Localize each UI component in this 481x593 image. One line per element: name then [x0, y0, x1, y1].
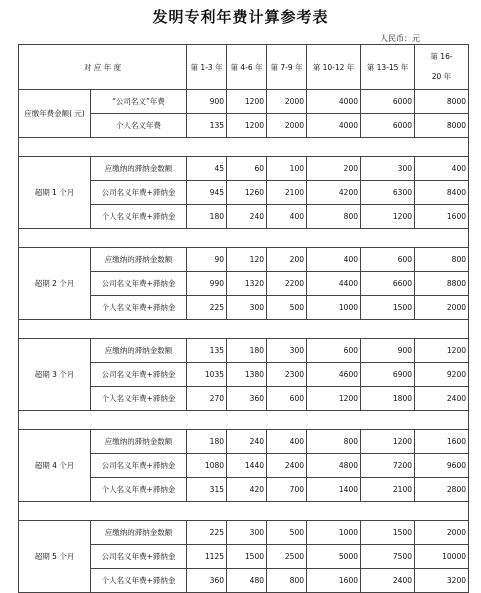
row-label: “公司名义”年费 — [91, 90, 187, 114]
spacer-row — [19, 411, 469, 430]
value-cell: 225 — [187, 296, 227, 320]
value-cell: 4200 — [307, 181, 361, 205]
value-cell: 1000 — [307, 521, 361, 545]
value-cell: 2400 — [267, 454, 307, 478]
value-cell: 7200 — [361, 454, 415, 478]
value-cell: 6900 — [361, 363, 415, 387]
value-cell: 900 — [361, 339, 415, 363]
value-cell: 300 — [361, 157, 415, 181]
value-cell: 4400 — [307, 272, 361, 296]
value-cell: 1125 — [187, 545, 227, 569]
value-cell: 800 — [307, 430, 361, 454]
overdue-period-label: 超期 1 个月 — [19, 157, 91, 229]
value-cell: 240 — [227, 205, 267, 229]
value-cell: 6600 — [361, 272, 415, 296]
value-cell: 2000 — [267, 90, 307, 114]
value-cell: 5000 — [307, 545, 361, 569]
value-cell: 1080 — [187, 454, 227, 478]
value-cell: 8400 — [415, 181, 469, 205]
value-cell: 6300 — [361, 181, 415, 205]
value-cell: 1000 — [307, 296, 361, 320]
value-cell: 400 — [415, 157, 469, 181]
value-cell: 1600 — [415, 430, 469, 454]
overdue-period-label: 超期 4 个月 — [19, 430, 91, 502]
value-cell: 2300 — [267, 363, 307, 387]
row-label: 个人名义年费+滞纳金 — [91, 387, 187, 411]
value-cell: 2000 — [415, 521, 469, 545]
value-cell: 2000 — [415, 296, 469, 320]
column-header: 第 13-15 年 — [361, 45, 415, 90]
value-cell: 8000 — [415, 114, 469, 138]
column-header: 第 1-3 年 — [187, 45, 227, 90]
spacer-cell — [19, 411, 469, 430]
value-cell: 7500 — [361, 545, 415, 569]
overdue-period-label: 超期 2 个月 — [19, 248, 91, 320]
value-cell: 360 — [187, 569, 227, 593]
annual-fee-category: 应缴年费金额( 元) — [19, 90, 91, 138]
row-label: 应缴纳的滞纳金数额 — [91, 430, 187, 454]
overdue-period-label: 超期 5 个月 — [19, 521, 91, 593]
value-cell: 9200 — [415, 363, 469, 387]
row-label: 公司名义年费+滞纳金 — [91, 181, 187, 205]
value-cell: 4600 — [307, 363, 361, 387]
value-cell: 135 — [187, 114, 227, 138]
value-cell: 1200 — [361, 205, 415, 229]
value-cell: 4000 — [307, 114, 361, 138]
value-cell: 600 — [307, 339, 361, 363]
value-cell: 2100 — [267, 181, 307, 205]
value-cell: 6000 — [361, 90, 415, 114]
spacer-cell — [19, 138, 469, 157]
value-cell: 8800 — [415, 272, 469, 296]
row-label: 应缴纳的滞纳金数额 — [91, 157, 187, 181]
spacer-row — [19, 229, 469, 248]
value-cell: 240 — [227, 430, 267, 454]
value-cell: 300 — [227, 521, 267, 545]
value-cell: 6000 — [361, 114, 415, 138]
value-cell: 900 — [187, 90, 227, 114]
row-label: 应缴纳的滞纳金数额 — [91, 521, 187, 545]
value-cell: 1200 — [307, 387, 361, 411]
row-label: 个人名义年费 — [91, 114, 187, 138]
value-cell: 1500 — [227, 545, 267, 569]
spacer-cell — [19, 320, 469, 339]
value-cell: 600 — [361, 248, 415, 272]
value-cell: 8000 — [415, 90, 469, 114]
document-title: 发明专利年费计算参考表 — [152, 8, 329, 26]
value-cell: 200 — [307, 157, 361, 181]
column-header: 第 10-12 年 — [307, 45, 361, 90]
row-label: 公司名义年费+滞纳金 — [91, 545, 187, 569]
value-cell: 400 — [267, 205, 307, 229]
column-header — [415, 45, 469, 90]
row-label: 应缴纳的滞纳金数额 — [91, 248, 187, 272]
value-cell: 1260 — [227, 181, 267, 205]
spacer-cell — [19, 229, 469, 248]
row-label: 个人名义年费+滞纳金 — [91, 478, 187, 502]
value-cell: 9600 — [415, 454, 469, 478]
value-cell: 300 — [227, 296, 267, 320]
value-cell: 1035 — [187, 363, 227, 387]
overdue-row — [19, 521, 469, 545]
value-cell: 1320 — [227, 272, 267, 296]
value-cell: 420 — [227, 478, 267, 502]
overdue-row — [19, 157, 469, 181]
annual-fee-row — [19, 90, 469, 114]
value-cell: 300 — [267, 339, 307, 363]
value-cell: 2800 — [415, 478, 469, 502]
row-label: 公司名义年费+滞纳金 — [91, 454, 187, 478]
value-cell: 1200 — [227, 114, 267, 138]
value-cell: 1500 — [361, 296, 415, 320]
value-cell: 225 — [187, 521, 227, 545]
value-cell: 600 — [267, 387, 307, 411]
row-label: 个人名义年费+滞纳金 — [91, 205, 187, 229]
value-cell: 990 — [187, 272, 227, 296]
value-cell: 1800 — [361, 387, 415, 411]
fee-table — [18, 44, 469, 593]
overdue-row — [19, 339, 469, 363]
value-cell: 180 — [187, 205, 227, 229]
value-cell: 2500 — [267, 545, 307, 569]
row-label: 公司名义年费+滞纳金 — [91, 272, 187, 296]
value-cell: 800 — [267, 569, 307, 593]
value-cell: 10000 — [415, 545, 469, 569]
column-header: 第 4-6 年 — [227, 45, 267, 90]
value-cell: 1500 — [361, 521, 415, 545]
spacer-row — [19, 138, 469, 157]
value-cell: 400 — [267, 430, 307, 454]
value-cell: 2100 — [361, 478, 415, 502]
value-cell: 3200 — [415, 569, 469, 593]
spacer-row — [19, 320, 469, 339]
column-header-text: 第 16-20 年 — [430, 52, 453, 81]
overdue-period-label: 超期 3 个月 — [19, 339, 91, 411]
value-cell: 135 — [187, 339, 227, 363]
spacer-cell — [19, 502, 469, 521]
row-label: 个人名义年费+滞纳金 — [91, 569, 187, 593]
value-cell: 4800 — [307, 454, 361, 478]
value-cell: 1600 — [307, 569, 361, 593]
overdue-row — [19, 430, 469, 454]
value-cell: 700 — [267, 478, 307, 502]
value-cell: 800 — [415, 248, 469, 272]
value-cell: 180 — [187, 430, 227, 454]
row-label: 公司名义年费+滞纳金 — [91, 363, 187, 387]
value-cell: 480 — [227, 569, 267, 593]
value-cell: 45 — [187, 157, 227, 181]
value-cell: 800 — [307, 205, 361, 229]
value-cell: 1200 — [361, 430, 415, 454]
value-cell: 400 — [307, 248, 361, 272]
value-cell: 1400 — [307, 478, 361, 502]
overdue-row — [19, 248, 469, 272]
value-cell: 500 — [267, 521, 307, 545]
value-cell: 2000 — [267, 114, 307, 138]
value-cell: 120 — [227, 248, 267, 272]
fee-table-body — [19, 45, 469, 593]
value-cell: 315 — [187, 478, 227, 502]
value-cell: 60 — [227, 157, 267, 181]
header-row — [19, 45, 469, 90]
value-cell: 1440 — [227, 454, 267, 478]
value-cell: 2400 — [361, 569, 415, 593]
value-cell: 360 — [227, 387, 267, 411]
column-header: 第 7-9 年 — [267, 45, 307, 90]
value-cell: 945 — [187, 181, 227, 205]
value-cell: 90 — [187, 248, 227, 272]
value-cell: 200 — [267, 248, 307, 272]
value-cell: 500 — [267, 296, 307, 320]
currency-note: 人民币：元 — [380, 34, 420, 43]
value-cell: 1380 — [227, 363, 267, 387]
value-cell: 270 — [187, 387, 227, 411]
value-cell: 1600 — [415, 205, 469, 229]
value-cell: 2200 — [267, 272, 307, 296]
value-cell: 1200 — [227, 90, 267, 114]
row-label: 个人名义年费+滞纳金 — [91, 296, 187, 320]
value-cell: 1200 — [415, 339, 469, 363]
value-cell: 4000 — [307, 90, 361, 114]
value-cell: 2400 — [415, 387, 469, 411]
row-label: 应缴纳的滞纳金数额 — [91, 339, 187, 363]
spacer-row — [19, 502, 469, 521]
period-header: 对 应 年 度 — [19, 45, 187, 90]
value-cell: 100 — [267, 157, 307, 181]
value-cell: 180 — [227, 339, 267, 363]
